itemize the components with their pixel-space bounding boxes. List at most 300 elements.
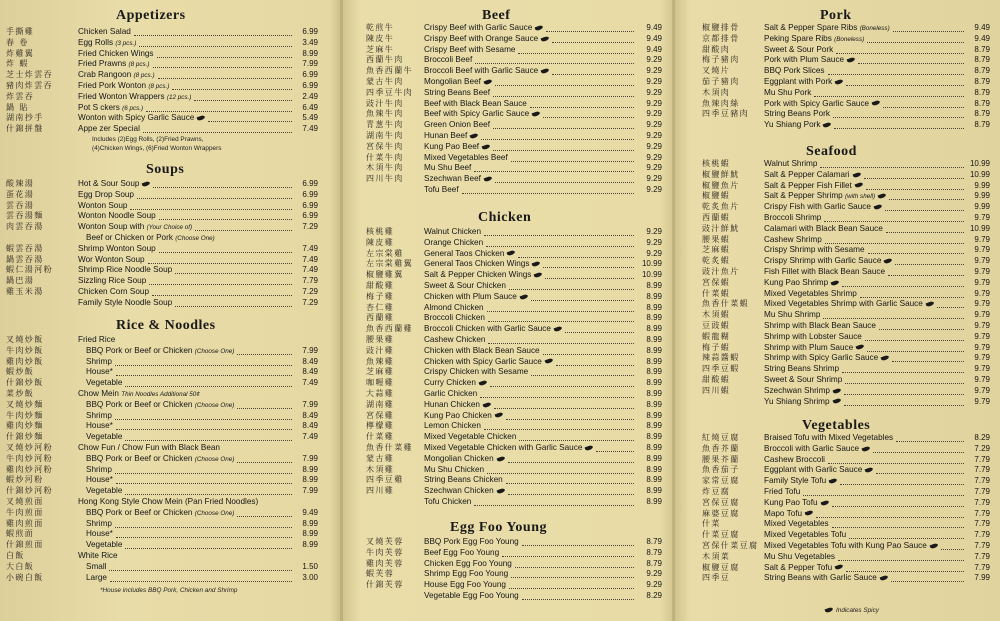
spicy-pepper-icon xyxy=(470,133,479,139)
item-name-text: Mongolian Chicken xyxy=(424,453,494,463)
item-price: 10.99 xyxy=(969,169,990,179)
item-chinese-name: 什錦炒河粉 xyxy=(6,486,53,496)
item-chinese-name: 麻婆豆腐 xyxy=(702,508,740,518)
item-price: 9.99 xyxy=(974,180,990,190)
item-price: 8.99 xyxy=(646,399,662,409)
item-chinese-name: 炸雲吞 xyxy=(6,91,35,101)
item-name-text: Small xyxy=(86,561,107,571)
item-name-text: Salt & Pepper Tofu xyxy=(764,562,833,572)
item-price: 9.79 xyxy=(974,375,990,384)
item-price: 7.79 xyxy=(974,551,990,561)
item-price: 7.99 xyxy=(302,453,318,463)
item-name-text: House* xyxy=(86,421,113,431)
item-chinese-name: 左宗棠雞 xyxy=(366,248,404,258)
item-price: 8.99 xyxy=(646,432,662,442)
item-chinese-name: 芝麻雞 xyxy=(366,367,395,377)
house-footnote: *House includes BBQ Pork, Chicken and Shrimp xyxy=(100,587,238,595)
item-price: 9.29 xyxy=(646,569,662,579)
item-note: (3 pcs.) xyxy=(115,39,137,47)
item-chinese-name: 魚辣雞 xyxy=(366,356,395,366)
item-chinese-name: 木須雞 xyxy=(366,464,395,474)
menu-item xyxy=(366,590,662,602)
item-name-text: Shrimp Wonton Soup xyxy=(78,243,156,253)
item-name-text: Yu Shiang Shrimp xyxy=(764,396,830,406)
item-chinese-name: 叉燒炒飯 xyxy=(6,335,44,344)
item-price: 8.79 xyxy=(974,109,990,119)
item-name-text: Mixed Vegetables Shrimp with Garlic Sauce xyxy=(764,299,923,309)
item-chinese-name: 椒鹽雞翼 xyxy=(366,270,404,280)
item-price: 9.79 xyxy=(974,277,990,287)
dot-leader xyxy=(125,374,292,387)
item-name-text: Mu Shu Pork xyxy=(764,87,812,97)
spicy-pepper-icon xyxy=(825,607,834,613)
spicy-pepper-icon xyxy=(532,261,541,267)
item-chinese-name: 青葱牛肉 xyxy=(366,120,404,130)
item-chinese-name: 炸雞翼 xyxy=(6,48,35,58)
item-price: 8.79 xyxy=(974,44,990,54)
item-price: 9.29 xyxy=(646,163,662,173)
item-chinese-name: 椒鹽排骨 xyxy=(702,23,740,32)
item-name-text: House* xyxy=(86,475,113,485)
item-price: 7.49 xyxy=(302,254,318,264)
item-name-text: Pot S ckers xyxy=(78,102,120,112)
item-chinese-name: 什菜 xyxy=(702,519,721,529)
item-chinese-name: 甜酸雞 xyxy=(366,281,395,290)
item-chinese-name: 湖南抄手 xyxy=(6,113,44,123)
fold-crease-left xyxy=(340,0,343,621)
item-chinese-name: 蝦龍糊 xyxy=(702,331,731,341)
item-name xyxy=(424,184,459,196)
item-price: 8.99 xyxy=(646,324,662,334)
item-name-text: Kung Pao Shrimp xyxy=(764,277,829,287)
item-price: 9.49 xyxy=(646,33,662,43)
item-name-text: Szechwan Shrimp xyxy=(764,385,830,395)
item-name-text: Appe zer Special xyxy=(78,124,140,134)
item-price: 2.49 xyxy=(302,91,318,101)
item-chinese-name: 魚香茄子 xyxy=(702,465,740,475)
item-name-text: Shrimp xyxy=(86,410,112,420)
item-name-text: Salt & Pepper Fish Fillet xyxy=(764,180,852,190)
item-chinese-name: 蒙古雞 xyxy=(366,453,395,463)
item-name-text: Large xyxy=(86,572,107,582)
item-chinese-name: 豉汁魚片 xyxy=(702,267,740,276)
spicy-pepper-icon xyxy=(835,564,844,570)
spicy-pepper-icon xyxy=(823,122,832,128)
item-chinese-name: 西蘭牛肉 xyxy=(366,55,404,65)
dot-leader xyxy=(891,569,964,582)
item-price: 10.99 xyxy=(641,259,662,269)
item-name-text: Chicken Egg Foo Young xyxy=(424,558,512,568)
item-chinese-name: 四季豆蝦 xyxy=(702,364,740,374)
item-price: 7.99 xyxy=(302,486,318,496)
item-chinese-name: 什菜牛肉 xyxy=(366,152,404,162)
item-name-text: Szechwan Beef xyxy=(424,174,481,184)
item-chinese-name: 雞肉炒麵 xyxy=(6,421,44,431)
item-price: 9.29 xyxy=(646,98,662,108)
item-chinese-name: 四季豆牛肉 xyxy=(366,87,413,97)
item-name-text: Cashew Broccoli xyxy=(764,454,825,464)
item-chinese-name: 白飯 xyxy=(6,551,25,560)
item-name xyxy=(86,572,107,584)
dot-leader xyxy=(125,482,292,495)
item-chinese-name: 西蘭蝦 xyxy=(702,213,731,222)
item-name-text: Crispy Beef with Orange Sauce xyxy=(424,33,539,43)
item-name-text: Vegetable xyxy=(86,540,123,550)
item-name-text: Peking Spare Ribs xyxy=(764,33,832,43)
item-chinese-name: 酸辣湯 xyxy=(6,179,35,188)
item-name-text: Hot & Sour Soup xyxy=(78,179,140,188)
item-chinese-name: 咖喱雞 xyxy=(366,378,395,388)
item-name-text: Eggplant with Pork xyxy=(764,77,833,86)
dot-leader xyxy=(844,393,964,406)
item-chinese-name: 鍋巴湯 xyxy=(6,276,35,286)
item-chinese-name: 蝦炒河粉 xyxy=(6,475,44,485)
item-name-text: Wonton Soup xyxy=(78,200,128,210)
item-chinese-name: 蝦煎面 xyxy=(6,529,35,539)
item-chinese-name: 京都排骨 xyxy=(702,33,740,43)
item-chinese-name: 春 卷 xyxy=(6,37,29,47)
item-price: 7.99 xyxy=(302,345,318,355)
item-name xyxy=(764,119,831,131)
item-name-text: String Beans with Garlic Sauce xyxy=(764,573,877,583)
item-chinese-name: 椒鹽鮮魷 xyxy=(702,169,740,179)
item-name-text: Broccoli Chicken xyxy=(424,313,485,323)
item-chinese-name: 什錦拼盤 xyxy=(6,124,44,134)
item-name-text: Orange Chicken xyxy=(424,237,484,247)
item-name-text: Shrimp xyxy=(86,518,112,528)
item-name-text: Szechwan Chicken xyxy=(424,486,494,496)
item-name-text: String Beans Pork xyxy=(764,109,830,119)
item-chinese-name: 甜酸蝦 xyxy=(702,375,731,384)
item-note: (Boneless) xyxy=(834,35,865,43)
item-price: 8.79 xyxy=(974,98,990,108)
spicy-pepper-icon xyxy=(854,182,863,188)
item-price: 9.79 xyxy=(974,213,990,222)
item-chinese-name: 魚香西蘭牛 xyxy=(366,66,413,76)
item-price: 8.99 xyxy=(646,421,662,431)
item-price: 9.79 xyxy=(974,364,990,374)
item-chinese-name: 乾煎牛 xyxy=(366,23,395,32)
item-name-text: String Beans Shrimp xyxy=(764,364,840,374)
item-chinese-name: 魚香西蘭雞 xyxy=(366,324,413,334)
item-name-text: Walnut Chicken xyxy=(424,227,482,236)
item-name-text: BBQ Pork or Beef or Chicken xyxy=(86,507,193,517)
item-price: 8.99 xyxy=(646,281,662,290)
item-name-text: BBQ Pork or Beef or Chicken xyxy=(86,345,193,355)
item-price: 7.49 xyxy=(302,265,318,275)
item-name-text: Chicken with Plum Sauce xyxy=(424,291,517,301)
item-name-text: Vegetable xyxy=(86,432,123,442)
item-name-text: Almond Chicken xyxy=(424,302,484,312)
item-price: 9.79 xyxy=(974,299,990,309)
item-name-text: Mixed Vegetables xyxy=(764,519,829,529)
item-chinese-name: 叉燒芙蓉 xyxy=(366,537,404,546)
item-name-text: Lemon Chicken xyxy=(424,421,481,431)
item-price: 8.79 xyxy=(974,77,990,86)
item-price: 9.79 xyxy=(974,234,990,244)
item-price: 6.99 xyxy=(302,200,318,210)
item-name-text: Salt & Pepper Spare Ribs xyxy=(764,23,858,32)
item-name-text: House* xyxy=(86,529,113,539)
item-price: 7.29 xyxy=(974,443,990,453)
item-price: 8.99 xyxy=(646,313,662,323)
item-price: 8.99 xyxy=(646,389,662,398)
fold-crease-right xyxy=(672,0,675,621)
section-heading-seafood: Seafood xyxy=(806,144,857,159)
item-price: 8.99 xyxy=(646,356,662,366)
item-price: 9.79 xyxy=(974,353,990,363)
item-chinese-name: 乾炙蝦 xyxy=(702,256,731,266)
item-name-text: Wor Wonton Soup xyxy=(78,254,145,264)
menu-panel-left xyxy=(6,0,318,621)
item-name-text: Mu Shu Shrimp xyxy=(764,310,821,320)
item-price: 9.79 xyxy=(974,396,990,406)
item-chinese-name: 豉汁鮮魷 xyxy=(702,223,740,233)
item-name xyxy=(424,590,519,602)
item-chinese-name: 辣蒜醬蝦 xyxy=(702,353,740,363)
item-chinese-name: 菜炒飯 xyxy=(6,389,35,398)
item-chinese-name: 四川雞 xyxy=(366,486,395,496)
item-price: 7.49 xyxy=(302,243,318,253)
item-price: 8.99 xyxy=(646,475,662,485)
item-price: 6.99 xyxy=(302,70,318,80)
item-chinese-name: 牛肉炒河粉 xyxy=(6,453,53,463)
item-price: 8.99 xyxy=(302,529,318,539)
item-chinese-name: 什錦煎面 xyxy=(6,540,44,550)
item-name-text: BBQ Pork Egg Foo Young xyxy=(424,537,519,546)
item-price: 6.99 xyxy=(302,27,318,36)
item-name-text: Fried Wonton Wrappers xyxy=(78,91,165,101)
item-price: 6.49 xyxy=(302,102,318,112)
item-name-text: Wonton Soup with xyxy=(78,222,145,232)
item-price: 9.29 xyxy=(646,185,662,194)
item-price: 6.99 xyxy=(302,189,318,199)
item-name-text: Fried Rice xyxy=(78,335,116,344)
item-price: 8.99 xyxy=(646,378,662,388)
dot-leader xyxy=(474,493,634,506)
item-chinese-name: 豬肉炸雲吞 xyxy=(6,81,53,90)
item-chinese-name: 芝麻牛 xyxy=(366,44,395,54)
section-heading-chicken: Chicken xyxy=(478,210,532,225)
item-name-text: Vegetable Egg Foo Young xyxy=(424,591,519,600)
item-name-text: Chow Fun / Chow Fun with Black Bean xyxy=(78,443,220,452)
item-chinese-name: 鍋 貼 xyxy=(6,102,29,112)
item-chinese-name: 木須肉 xyxy=(702,87,731,97)
item-chinese-name: 雞肉芙蓉 xyxy=(366,558,404,568)
item-chinese-name: 大蒜雞 xyxy=(366,389,395,398)
item-name xyxy=(764,396,841,408)
item-price: 9.29 xyxy=(646,120,662,130)
item-price: 8.99 xyxy=(646,464,662,474)
item-chinese-name: 什錦炒飯 xyxy=(6,378,44,388)
item-chinese-name: 核桃蝦 xyxy=(702,159,731,168)
item-price: 8.79 xyxy=(974,87,990,97)
item-chinese-name: 什錦炒麵 xyxy=(6,432,44,442)
item-price: 9.29 xyxy=(646,66,662,76)
item-name-text: Vegetable xyxy=(86,486,123,496)
menu-item xyxy=(366,184,662,196)
item-price: 7.79 xyxy=(302,276,318,286)
item-chinese-name: 豉汁牛肉 xyxy=(366,98,404,108)
item-price: 7.49 xyxy=(302,432,318,442)
item-price: 9.29 xyxy=(646,77,662,86)
item-name-text: Egg Rolls xyxy=(78,37,114,47)
item-name-text: Fried Chicken Wings xyxy=(78,48,154,58)
item-price: 8.49 xyxy=(302,356,318,366)
item-price: 7.79 xyxy=(974,508,990,518)
item-chinese-name: 雲吞湯麵 xyxy=(6,211,44,221)
item-price: 9.29 xyxy=(646,131,662,140)
item-name-text: Eggplant with Garlic Sauce xyxy=(764,465,863,475)
item-chinese-name: 木須菜 xyxy=(702,551,731,561)
item-name-text: Crab Rangoon xyxy=(78,70,132,80)
item-name-text: Crispy Chicken with Sesame xyxy=(424,367,529,377)
dot-leader xyxy=(143,120,292,133)
item-price: 9.79 xyxy=(974,331,990,341)
item-chinese-name: 叉燒炒河粉 xyxy=(6,443,53,452)
menu-item xyxy=(6,297,318,309)
item-note: (8 pcs.) xyxy=(148,83,170,90)
item-chinese-name: 什菜雞 xyxy=(366,432,395,442)
item-price: 6.99 xyxy=(302,81,318,90)
item-name-text: Broccoli Beef with Garlic Sauce xyxy=(424,66,539,76)
item-chinese-name: 乾炙魚片 xyxy=(702,202,740,212)
section-heading-pork: Pork xyxy=(820,8,852,23)
item-name-text: Garlic Chicken xyxy=(424,389,478,398)
item-price: 9.79 xyxy=(974,385,990,395)
item-name-text: Chow Mein xyxy=(78,389,119,398)
item-price: 7.49 xyxy=(302,124,318,134)
item-name-text: Crispy Beef with Sesame xyxy=(424,44,516,54)
menu-item xyxy=(702,119,990,131)
item-chinese-name: 牛肉炒麵 xyxy=(6,410,44,420)
item-price: 8.99 xyxy=(646,497,662,506)
item-price: 8.99 xyxy=(646,453,662,463)
item-price: 9.29 xyxy=(646,152,662,162)
item-chinese-name: 什菜蝦 xyxy=(702,288,731,298)
item-price: 8.79 xyxy=(974,55,990,65)
item-chinese-name: 雲吞湯 xyxy=(6,200,35,210)
item-price: 9.49 xyxy=(974,23,990,32)
section-heading-soups: Soups xyxy=(146,162,185,177)
item-price: 8.29 xyxy=(646,591,662,600)
item-name-text: Wonton Noodle Soup xyxy=(78,211,156,221)
item-name-text: Kung Pao Beef xyxy=(424,141,480,151)
item-price: 7.79 xyxy=(974,562,990,572)
item-name-text: Beef with Black Bean Sauce xyxy=(424,98,527,108)
item-price: 9.49 xyxy=(302,507,318,517)
spicy-pepper-icon xyxy=(852,171,861,177)
item-name-text: BBQ Pork Slices xyxy=(764,66,825,76)
dot-leader xyxy=(834,116,964,129)
item-chinese-name: 四季豆 xyxy=(702,573,731,583)
item-chinese-name: 檸檬雞 xyxy=(366,421,395,431)
item-name-text: Shrimp with Plum Sauce xyxy=(764,342,854,352)
item-name-text: Cashew Shrimp xyxy=(764,234,822,244)
spicy-pepper-icon xyxy=(482,143,491,149)
item-chinese-name: 腰果芥蘭 xyxy=(702,454,740,464)
item-name-text: Fried Tofu xyxy=(764,487,801,496)
item-price: 7.29 xyxy=(302,287,318,296)
item-price: 7.79 xyxy=(974,454,990,464)
item-chinese-name: 魚辣牛肉 xyxy=(366,109,404,119)
item-name-text: Crispy Shrimp with Sesame xyxy=(764,245,865,255)
item-chinese-name: 大白飯 xyxy=(6,561,35,571)
item-price: 8.99 xyxy=(646,367,662,377)
item-chinese-name: 家常豆腐 xyxy=(702,476,740,486)
item-name-text: Braised Tofu with Mixed Vegetables xyxy=(764,433,894,442)
item-price: 8.79 xyxy=(646,558,662,568)
section-heading-egg-foo-young: Egg Foo Young xyxy=(450,520,548,535)
dot-leader xyxy=(195,218,292,231)
item-chinese-name: 什錦芙蓉 xyxy=(366,580,404,590)
item-name-text: Crispy Shrimp with Garlic Sauce xyxy=(764,256,882,266)
item-price: 8.99 xyxy=(302,518,318,528)
item-price: 8.99 xyxy=(302,540,318,550)
item-price: 7.79 xyxy=(974,530,990,540)
item-name-text: Beef with Spicy Garlic Sauce xyxy=(424,109,530,119)
spicy-pepper-icon xyxy=(832,398,841,404)
item-name-text: Chicken Corn Soup xyxy=(78,287,149,296)
item-price: 6.99 xyxy=(302,211,318,221)
item-note: (Choose One) xyxy=(194,347,235,355)
dot-leader xyxy=(110,569,292,582)
spicy-pepper-icon xyxy=(507,250,516,256)
item-name-text: Broccoli Beef xyxy=(424,55,473,65)
item-name-text: Crispy Beef with Garlic Sauce xyxy=(424,23,533,32)
item-price: 8.79 xyxy=(974,120,990,130)
item-chinese-name: 蝦芙蓉 xyxy=(366,569,395,579)
item-chinese-name: 雞肉炒河粉 xyxy=(6,464,53,474)
item-price: 9.79 xyxy=(974,342,990,352)
item-name-text: Family Style Tofu xyxy=(764,476,827,486)
item-chinese-name: 宮保牛肉 xyxy=(366,141,404,151)
item-chinese-name: 蒙古牛肉 xyxy=(366,77,404,86)
item-chinese-name: 牛肉煎面 xyxy=(6,507,44,517)
item-chinese-name: 魚辣肉絲 xyxy=(702,98,740,108)
item-name-text: House* xyxy=(86,367,113,377)
item-note: (Choose One) xyxy=(175,235,215,242)
item-price: 7.99 xyxy=(302,59,318,69)
item-name-text: Sweet & Sour Shrimp xyxy=(764,375,843,384)
item-price: 6.99 xyxy=(302,179,318,188)
item-price: 7.79 xyxy=(974,497,990,507)
item-price: 8.99 xyxy=(302,464,318,474)
item-note: (Boneless) xyxy=(859,25,890,32)
item-name-text: Hong Kong Style Chow Mein (Pan Fried Noodles) xyxy=(78,497,259,506)
item-chinese-name: 四季豆雞 xyxy=(366,475,404,485)
item-chinese-name: 叉燒炒麵 xyxy=(6,399,44,409)
item-chinese-name: 魚香芥蘭 xyxy=(702,443,740,453)
item-price: 8.29 xyxy=(974,433,990,442)
item-name-text: Salt & Pepper Shrimp xyxy=(764,191,843,201)
item-chinese-name: 蝦仁湯河粉 xyxy=(6,265,53,275)
appetizer-special-note-1: Includes (2)Egg Rolls, (2)Fried Prawns, xyxy=(92,136,204,143)
item-name-text: Hunan Beef xyxy=(424,131,468,140)
item-name-text: Shrimp with Lobster Sauce xyxy=(764,331,862,341)
item-chinese-name: 芝士炸雲吞 xyxy=(6,70,53,80)
item-price: 8.79 xyxy=(646,537,662,546)
item-price: 9.29 xyxy=(646,237,662,247)
item-name-text: Green Onion Beef xyxy=(424,120,490,130)
item-name-text: Chicken with Spicy Garlic Sauce xyxy=(424,356,542,366)
item-chinese-name: 核桃雞 xyxy=(366,227,395,236)
item-chinese-name: 陳皮雞 xyxy=(366,237,395,247)
item-name-text: String Beans Chicken xyxy=(424,475,503,485)
spicy-pepper-icon xyxy=(879,575,888,581)
item-price: 8.49 xyxy=(302,410,318,420)
item-chinese-name: 蝦雲吞湯 xyxy=(6,243,44,253)
